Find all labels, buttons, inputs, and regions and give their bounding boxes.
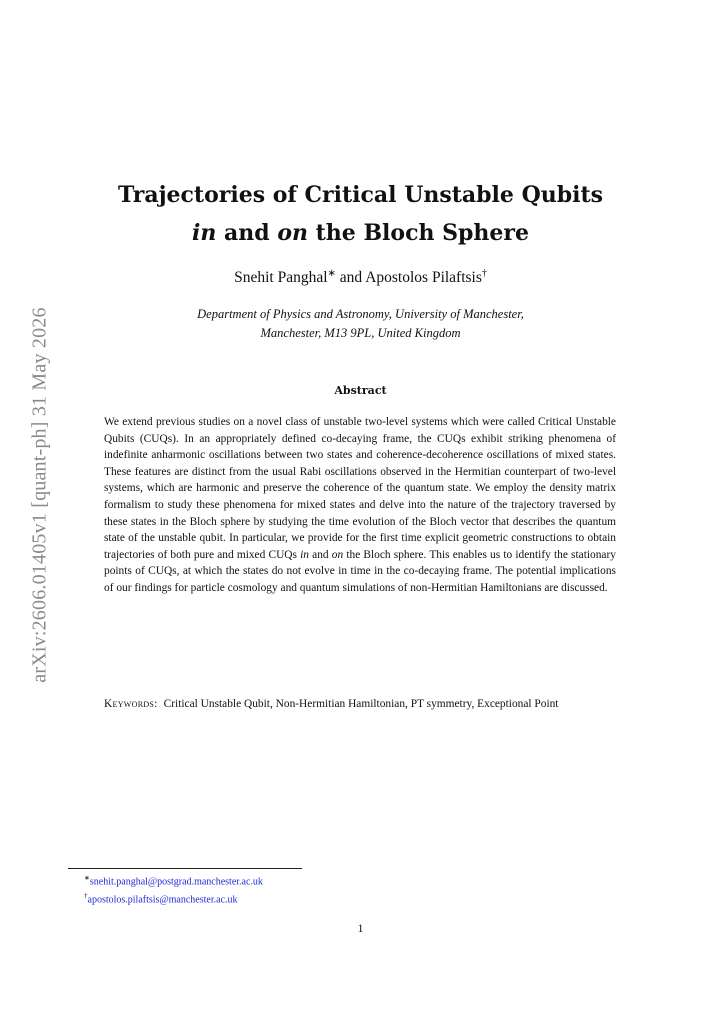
title-emphasis-on: on	[277, 220, 308, 246]
page-number: 1	[357, 921, 364, 935]
keywords-block	[104, 696, 616, 713]
email-link[interactable]: apostolos.pilaftsis@manchester.ac.uk	[87, 894, 238, 906]
keywords-label: Keywords:	[104, 698, 158, 710]
author-list	[120, 268, 601, 287]
author-name: Snehit Panghal	[234, 269, 328, 287]
footnote-mark[interactable]: †	[481, 268, 487, 279]
affiliation-line: Department of Physics and Astronomy, University of Manchester,	[197, 307, 524, 321]
title-tail: the Bloch Sphere	[307, 220, 529, 246]
title-line-2	[100, 214, 621, 252]
abstract-heading: Abstract	[334, 384, 387, 397]
title-line-1: Trajectories of Critical Unstable Qubits	[117, 182, 604, 208]
footnote-mark: ∗	[84, 874, 90, 882]
abstract-part: and	[309, 548, 332, 561]
abstract-emphasis-in: in	[300, 548, 309, 561]
affiliation-line: Manchester, M13 9PL, United Kingdom	[260, 326, 461, 340]
paper-title	[100, 176, 621, 252]
affiliation	[100, 305, 621, 343]
abstract-emphasis-on: on	[331, 548, 344, 561]
arxiv-identifier-stamp: arXiv:2606.01405v1 [quant-ph] 31 May 2026	[28, 307, 51, 683]
footnote-mark[interactable]: ∗	[327, 268, 336, 279]
footnotes	[84, 871, 263, 908]
abstract-part: We extend previous studies on a novel class of unstable two-level systems which were called Critical Unstable Qubits (CUQs). In an appropriately defined co-decaying frame, the CUQs exhibit striking phenomena of indefinite anharmonic oscillations between two states and coherence-decoherence oscillations of mixed states. These features are distinct from the usual Rabi oscillations observed in the Hermitian counterpart of two-level systems, which are harmonic and preserve the coherence of the quantum state. We employ the density matrix formalism to study these phenomena for mixed states and delve into the nature of the trajectory traversed by these states in the Bloch sphere by studying the time evolution of the Bloch vector that describes the quantum state of the unstable qubit. In particular, we provide for the first time explicit geometric constructions to obtain trajectories of both pure and mixed CUQs	[104, 416, 616, 561]
author-joiner: and	[335, 269, 366, 287]
abstract-part: the Bloch sphere. This enables us to identify the stationary points of CUQs, at which the states do not evolve in time in the co-decaying frame. The potential implications of our findings for particle cosmology and quantum simulations of non-Hermitian Hamiltonians are discussed.	[104, 548, 616, 594]
title-connector: and	[216, 220, 278, 246]
keywords-list: Critical Unstable Qubit, Non-Hermitian Hamiltonian, PT symmetry, Exceptional Point	[163, 698, 559, 710]
footnote-mark: †	[84, 892, 88, 901]
abstract-text	[104, 414, 616, 597]
footnote	[84, 871, 263, 889]
title-emphasis-in: in	[192, 220, 217, 246]
author-name: Apostolos Pilaftsis	[365, 269, 482, 287]
footnote-rule	[68, 868, 302, 869]
footnote	[84, 889, 263, 907]
email-link[interactable]: snehit.panghal@postgrad.manchester.ac.uk	[89, 876, 263, 888]
